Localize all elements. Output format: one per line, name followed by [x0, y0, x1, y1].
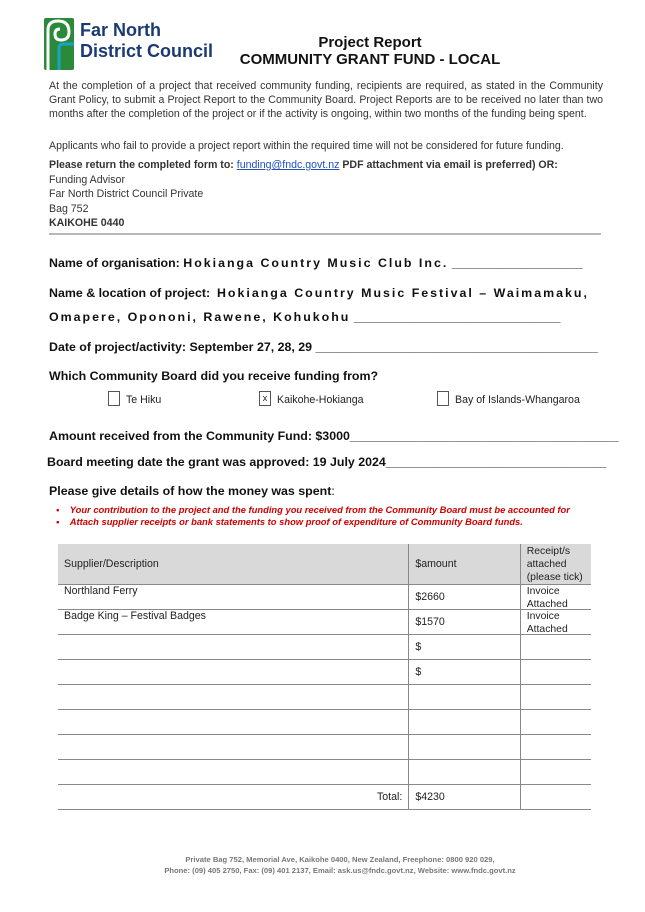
- project-field[interactable]: [49, 286, 589, 300]
- organisation-value: Hokianga Country Music Club Inc.: [183, 256, 449, 270]
- supplier-cell[interactable]: [58, 710, 409, 735]
- amount-cell[interactable]: [409, 735, 520, 760]
- blank-line: ___________________: [448, 256, 583, 270]
- supplier-cell[interactable]: [58, 760, 409, 785]
- checkbox-label: Te Hiku: [126, 394, 162, 406]
- table-row: [58, 610, 591, 635]
- receipt-cell[interactable]: [520, 660, 591, 685]
- divider: [49, 233, 601, 235]
- checkbox-label: Bay of Islands-Whangaroa: [455, 394, 580, 406]
- address-line: Far North District Council Private: [49, 188, 204, 201]
- warning-paragraph: Applicants who fail to provide a project report within the required time will not be considered for future funding.: [49, 140, 564, 152]
- form-title: COMMUNITY GRANT FUND - LOCAL: [239, 51, 501, 68]
- table-row: [58, 710, 591, 735]
- checkbox-te-hiku[interactable]: [108, 390, 161, 408]
- return-instructions: [49, 159, 558, 171]
- total-label: Total:: [58, 785, 409, 810]
- supplier-cell[interactable]: [58, 660, 409, 685]
- blank-line: ______________________________: [350, 310, 561, 324]
- expenditure-table: [58, 544, 591, 810]
- table-row: [58, 760, 591, 785]
- checkbox-box[interactable]: x: [259, 391, 271, 406]
- table-row: [58, 685, 591, 710]
- checkbox-label: Kaikohe-Hokianga: [277, 394, 364, 406]
- checkbox-bay-of-islands[interactable]: [437, 390, 580, 408]
- address-line: KAIKOHE 0440: [49, 216, 125, 229]
- table-row: [58, 735, 591, 760]
- receipt-cell[interactable]: [520, 585, 591, 610]
- date-field[interactable]: [49, 340, 598, 354]
- receipt-cell[interactable]: [520, 735, 591, 760]
- table-row: [58, 660, 591, 685]
- footer-address: Private Bag 752, Memorial Ave, Kaikohe 0400, New Zealand, Freephone: 0800 920 029,: [185, 855, 495, 864]
- project-label: Name & location of project:: [49, 286, 217, 300]
- receipt-cell[interactable]: [520, 710, 591, 735]
- receipt-cell[interactable]: [520, 760, 591, 785]
- amount-cell[interactable]: [409, 710, 520, 735]
- table-total-row: [58, 785, 591, 810]
- spending-label: Please give details of how the money was spent: [49, 484, 332, 498]
- amount-label: Amount received from the Community Fund: $3000: [49, 429, 350, 443]
- checkbox-box[interactable]: [437, 391, 449, 406]
- amount-cell[interactable]: $: [409, 635, 520, 660]
- supplier-cell[interactable]: [58, 685, 409, 710]
- amount-cell[interactable]: $: [409, 660, 520, 685]
- address-line: Bag 752: [49, 202, 89, 215]
- total-value[interactable]: $4230: [409, 785, 520, 810]
- organisation-field[interactable]: [49, 256, 583, 270]
- meeting-date-field[interactable]: [47, 455, 606, 469]
- supplier-cell[interactable]: [58, 635, 409, 660]
- blank-line: _______________________________________: [349, 429, 619, 443]
- blank-line: ________________________________: [385, 455, 607, 469]
- spending-colon: :: [331, 484, 335, 498]
- supplier-cell[interactable]: [58, 735, 409, 760]
- meeting-label: Board meeting date the grant was approved: 19 July 2024: [47, 455, 386, 469]
- amount-cell[interactable]: [409, 685, 520, 710]
- table-header-row: [58, 544, 591, 585]
- amount-field[interactable]: [49, 429, 619, 443]
- receipt-cell[interactable]: [520, 635, 591, 660]
- table-row: [58, 635, 591, 660]
- receipt-text: Invoice Attached: [526, 611, 568, 634]
- note-item: • Your contribution to the project and the funding you received from the Community Board must be accounted for: [56, 504, 570, 515]
- checkbox-box[interactable]: [108, 391, 120, 406]
- receipt-cell[interactable]: [520, 610, 591, 635]
- footer-contact: Phone: (09) 405 2750, Fax: (09) 401 2137, Email: ask.us@fndc.govt.nz, Website: www.fndc.govt.nz: [164, 866, 516, 875]
- address-line: Funding Advisor: [49, 174, 125, 186]
- project-value-line2: Omapere, Opononi, Rawene, Kohukohu: [49, 310, 351, 324]
- logo-line1: Far North: [80, 20, 161, 40]
- intro-paragraph: At the completion of a project that received community funding, recipients are required, as stated in the Community Grant Policy, to submit a Project Report to the Community Board. Project Reports are to be received no later than two months after the completion of the project or if the activity is ongoing, within two months of the funding being spent.: [49, 80, 603, 121]
- note-text: Your contribution to the project and the funding you received from the Community Board must be accounted for: [69, 504, 570, 515]
- header-supplier: Supplier/Description: [58, 544, 409, 585]
- fern-koru-icon: [44, 18, 74, 70]
- return-prefix: Please return the completed form to:: [49, 159, 237, 171]
- project-field-line2[interactable]: [49, 310, 561, 324]
- date-label: Date of project/activity: September 27, 28, 29: [49, 340, 313, 354]
- spending-heading: [49, 484, 335, 498]
- council-logo: [44, 18, 214, 72]
- total-receipt-cell: [520, 785, 591, 810]
- header-amount: $amount: [409, 544, 520, 585]
- board-question: Which Community Board did you receive funding from?: [49, 369, 379, 383]
- header-receipts: Receipt/s attached (please tick): [520, 544, 591, 585]
- note-item: • Attach supplier receipts or bank statements to show proof of expenditure of Community Board funds.: [56, 516, 523, 527]
- postal-address: [49, 173, 203, 230]
- amount-cell[interactable]: [409, 760, 520, 785]
- project-value: Hokianga Country Music Festival – Waimamaku,: [216, 286, 589, 300]
- table-row: [58, 585, 591, 610]
- supplier-cell[interactable]: Northland Ferry: [58, 585, 409, 610]
- amount-cell[interactable]: $1570: [409, 610, 520, 635]
- note-text: Attach supplier receipts or bank statements to show proof of expenditure of Community Board funds.: [69, 516, 523, 527]
- receipt-cell[interactable]: [520, 685, 591, 710]
- blank-line: _________________________________________: [312, 340, 599, 354]
- return-suffix: PDF attachment via email is preferred) OR:: [339, 159, 558, 171]
- receipt-text: Invoice Attached: [526, 586, 568, 609]
- logo-line2: District Council: [80, 41, 214, 61]
- email-link[interactable]: funding@fndc.govt.nz: [236, 159, 340, 171]
- checkbox-kaikohe-hokianga[interactable]: [259, 390, 364, 408]
- amount-cell[interactable]: $2660: [409, 585, 520, 610]
- supplier-cell[interactable]: Badge King – Festival Badges: [58, 610, 409, 635]
- organisation-label: Name of organisation:: [49, 256, 184, 270]
- report-title: Project Report: [318, 34, 422, 51]
